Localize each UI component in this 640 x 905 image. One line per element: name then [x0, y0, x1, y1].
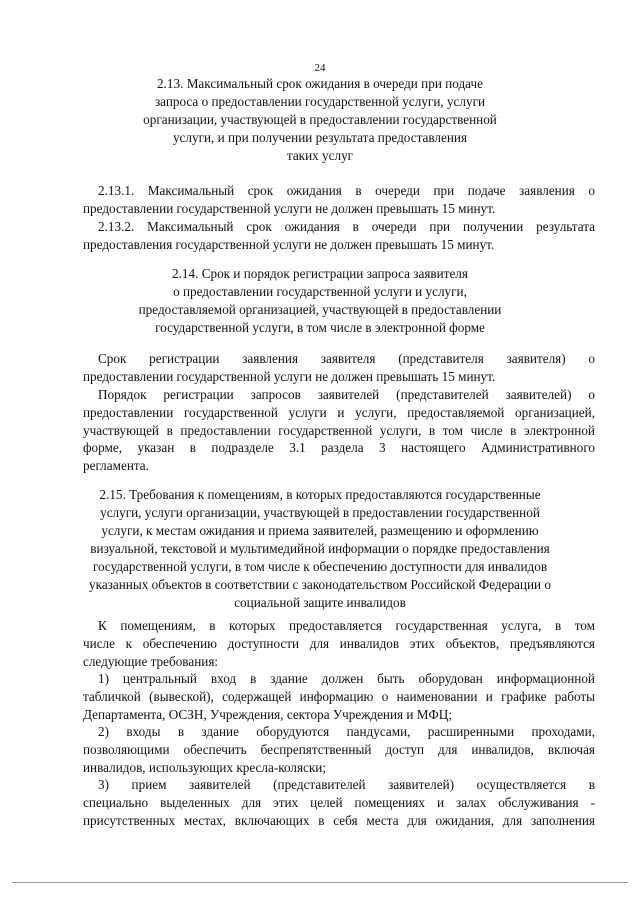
heading-line: о предоставлении государственной услуги и услуги, [173, 284, 467, 299]
text-line: регламента. [83, 458, 149, 474]
text-line: числе к обеспечению доступности для инвалидов этих объектов, предъявляются [83, 635, 595, 651]
heading-line: 2.15. Требования к помещениям, в которых предоставляются государственные [99, 487, 541, 502]
text-line: предоставлении государственной услуги и услуги, предоставляемой организацией, [83, 404, 595, 420]
text-line: 2.13.2. Максимальный срок ожидания в очереди при получении результата [98, 219, 595, 234]
text-line: 1) центральный вход в здание должен быть оборудован информационной [98, 671, 595, 686]
paragraph-2-13-1 [83, 182, 595, 218]
heading-line: услуги, к местам ожидания и приема заявителей, размещению и оформлению [101, 523, 539, 538]
text-line: участвующей в предоставлении государственной услуги, в том числе в электронной [83, 422, 595, 438]
text-line: предоставления государственной услуги не должен превышать 15 минут. [83, 236, 495, 252]
list-item-2 [83, 723, 595, 776]
heading-line: услуги, и при получении результата предоставления [172, 130, 468, 145]
heading-line: 2.13. Максимальный срок ожидания в очереди при подаче [157, 76, 483, 91]
text-line: 2) входы в здание оборудуются пандусами, расширенными проходами, [98, 724, 595, 739]
heading-line: указанных объектов в соответствии с законодательством Российской Федерации о [89, 577, 551, 592]
text-line: Порядок регистрации запросов заявителей (представителей заявителей) о [98, 387, 595, 402]
text-line: предоставлении государственной услуги не должен превышать 15 минут. [83, 368, 496, 384]
text-line: инвалидов, использующих кресла-коляски; [83, 759, 327, 775]
paragraph-registration-time [83, 350, 595, 386]
list-item-3 [83, 776, 595, 829]
text-line: присутственных местах, включающих в себя места для ожидания, для заполнения [83, 812, 595, 828]
text-line: Департамента, ОСЗН, Учреждения, сектора Учреждения и МФЦ; [83, 706, 452, 722]
text-line: позволяющими обеспечить беспрепятственный доступ для инвалидов, включая [83, 741, 595, 757]
text-line: специально выделенных для этих целей помещениях и залах обслуживания - [83, 794, 595, 810]
section-2-14-heading [0, 265, 640, 337]
heading-line: услуги, услуги организации, участвующей в предоставлении государственной [100, 505, 540, 520]
text-line: следующие требования: [83, 653, 219, 669]
section-2-13-heading [0, 75, 640, 165]
section-2-15-heading [0, 486, 640, 612]
text-line: К помещениям, в которых предоставляется государственная услуга, в том [98, 618, 595, 633]
paragraph-requirements-intro [83, 617, 595, 670]
page-number: 24 [314, 62, 326, 74]
heading-line: организации, участвующей в предоставлении государственной [143, 112, 497, 127]
heading-line: социальной защите инвалидов [234, 595, 406, 610]
scan-edge-rule [12, 882, 628, 883]
heading-line: предоставляемой организацией, участвующей в предоставлении [138, 302, 502, 317]
list-item-1 [83, 670, 595, 723]
text-line: предоставлении государственной услуги не должен превышать 15 минут. [83, 200, 496, 216]
heading-line: запроса о предоставлении государственной услуги, услуги [154, 94, 486, 109]
heading-line: таких услуг [286, 148, 354, 163]
text-line: форме, указан в подразделе 3.1 раздела 3 настоящего Административного [83, 440, 595, 456]
heading-line: визуальной, текстовой и мультимедийной информации о порядке предоставления [90, 541, 550, 556]
heading-line: государственной услуги, в том числе к обеспечению доступности для инвалидов [92, 559, 548, 574]
heading-line: государственной услуги, в том числе в электронной форме [155, 320, 485, 335]
text-line: Срок регистрации заявления заявителя (представителя заявителя) о [98, 351, 595, 366]
text-line: 3) прием заявителей (представителей заявителей) осуществляется в [98, 777, 595, 792]
paragraph-registration-order [83, 386, 595, 475]
heading-line: 2.14. Срок и порядок регистрации запроса заявителя [172, 266, 468, 281]
text-line: табличкой (вывеской), содержащей информацию о наименовании и графике работы [83, 688, 595, 704]
text-line: 2.13.1. Максимальный срок ожидания в очереди при подаче заявления о [98, 183, 595, 198]
paragraph-2-13-2 [83, 218, 595, 254]
